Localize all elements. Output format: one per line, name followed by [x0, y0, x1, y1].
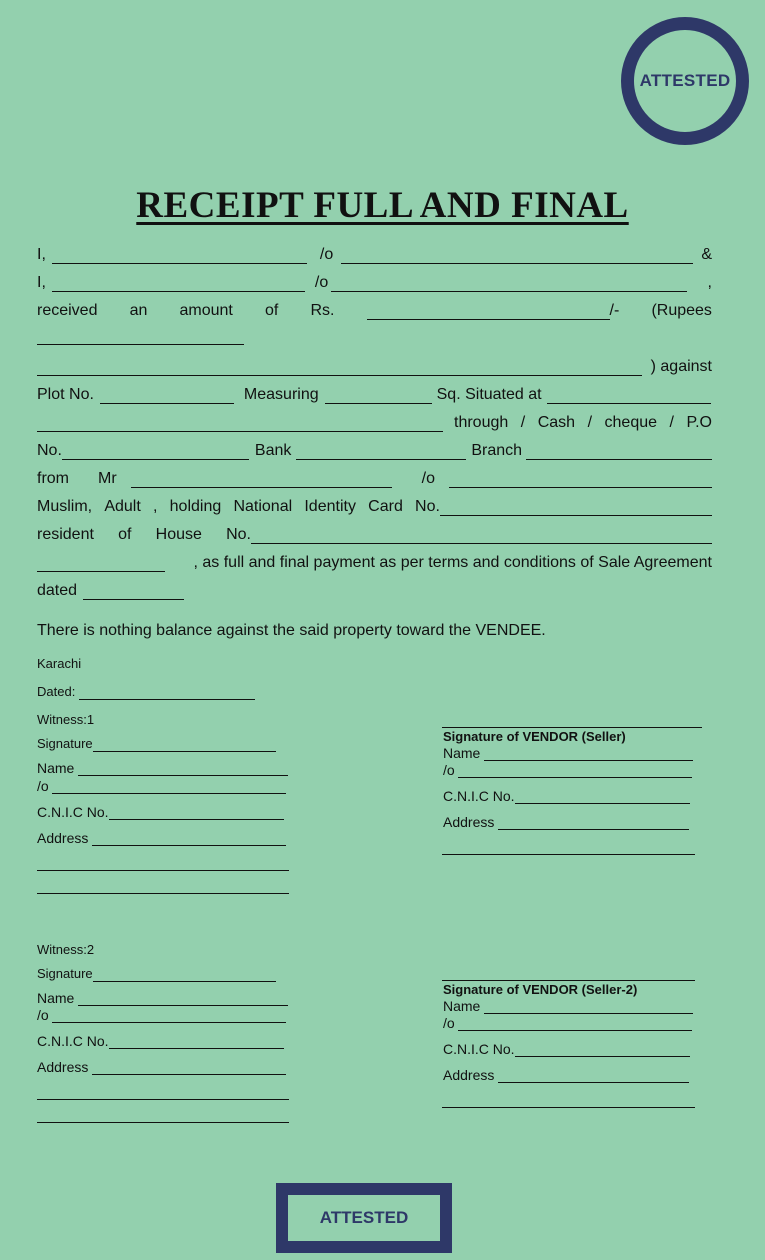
label: Name — [443, 745, 481, 761]
word: an — [129, 302, 148, 319]
label: Address — [37, 830, 89, 846]
word: cheque — [604, 414, 658, 431]
heading-text: Signature of VENDOR (Seller) — [443, 729, 626, 744]
heading-text: Witness:1 — [37, 712, 95, 727]
blank-cnic[interactable] — [109, 805, 284, 820]
blank-agreement-date[interactable] — [83, 585, 184, 600]
blank-address[interactable] — [498, 1068, 689, 1083]
cnic-group — [415, 498, 712, 516]
blank-house-no[interactable] — [251, 529, 712, 544]
witness-1-name — [37, 760, 288, 776]
blank-po-no[interactable] — [62, 445, 249, 460]
word: Plot No. — [37, 386, 94, 403]
label-i: I, — [37, 274, 46, 291]
witness-2-address — [37, 1059, 286, 1075]
line-8 — [37, 442, 712, 460]
witness-1-address-line-3[interactable] — [37, 879, 289, 894]
label: Address — [443, 1067, 495, 1083]
dated-label: Dated: — [37, 684, 76, 699]
witness-2-address-line-2[interactable] — [37, 1085, 289, 1100]
word: holding — [169, 498, 222, 515]
word: , as full and final payment as per terms and conditions of Sale Agreement — [193, 554, 712, 571]
word: of — [118, 526, 132, 543]
word: Adult — [104, 498, 141, 515]
blank-signature[interactable] — [93, 968, 276, 982]
line-11 — [37, 526, 712, 544]
vendor-1-cnic — [443, 788, 690, 804]
word: P.O — [686, 414, 712, 431]
line-13 — [37, 582, 712, 600]
label: C.N.I.C No. — [443, 1041, 515, 1057]
word: received — [37, 302, 98, 319]
blank-branch[interactable] — [526, 445, 712, 460]
vendor-1-signature-line[interactable] — [442, 713, 702, 728]
title-text: RECEIPT FULL AND FINAL — [136, 185, 629, 226]
blank-plot-no[interactable] — [100, 389, 234, 404]
vendor-1-name — [443, 745, 693, 761]
stamp-text: ATTESTED — [639, 71, 731, 90]
word: , — [152, 498, 158, 515]
blank-rupees-words-2[interactable] — [37, 361, 642, 376]
label-ampersand: & — [701, 246, 712, 263]
word: /- — [609, 302, 620, 319]
blank-so[interactable] — [52, 1008, 286, 1023]
word: amount — [179, 302, 233, 319]
blank-father-2[interactable] — [331, 277, 687, 292]
witness-1-address — [37, 830, 286, 846]
witness-2-so — [37, 1007, 286, 1023]
label: /o — [37, 778, 49, 794]
line-10 — [37, 498, 712, 516]
label: /o — [443, 1015, 455, 1031]
blank-name[interactable] — [78, 991, 288, 1006]
vendor-1-so — [443, 762, 692, 778]
word: Branch — [471, 442, 523, 459]
blank-name-1[interactable] — [52, 249, 307, 264]
line-2 — [37, 274, 712, 292]
word: Muslim, — [37, 498, 93, 515]
line-5 — [37, 358, 712, 376]
blank-house-cont[interactable] — [37, 557, 165, 572]
line-3 — [37, 302, 712, 320]
word: Card — [368, 498, 403, 515]
label: /o — [37, 1007, 49, 1023]
witness-2-heading — [37, 942, 94, 958]
label-comma: , — [707, 274, 712, 291]
label: Signature — [37, 736, 93, 751]
witness-2-address-line-3[interactable] — [37, 1108, 289, 1123]
witness-1-heading — [37, 712, 94, 728]
line-4 — [37, 330, 712, 345]
blank-address[interactable] — [498, 815, 689, 830]
word: Measuring — [243, 386, 319, 403]
word: No. — [37, 442, 62, 459]
place-text: Karachi — [37, 656, 82, 671]
vendor-1-heading — [443, 729, 626, 745]
word: Mr — [98, 470, 117, 487]
witness-1-address-line-2[interactable] — [37, 856, 289, 871]
blank-address[interactable] — [92, 831, 286, 846]
label: /o — [443, 762, 455, 778]
vendor-2-heading — [443, 982, 637, 998]
blank-signature[interactable] — [93, 738, 276, 752]
blank-name[interactable] — [484, 746, 693, 761]
label: Address — [443, 814, 495, 830]
blank-so[interactable] — [458, 763, 692, 778]
vendor-2-signature-line[interactable] — [442, 966, 695, 981]
label: C.N.I.C No. — [443, 788, 515, 804]
payment-method — [454, 414, 712, 432]
label: C.N.I.C No. — [37, 1033, 109, 1049]
balance-statement — [37, 622, 712, 640]
word: No. — [226, 526, 251, 543]
label-so: /o — [314, 274, 329, 291]
blank-rupees-words-1[interactable] — [37, 330, 244, 345]
vendor-2-address-line-2[interactable] — [442, 1093, 695, 1108]
attested-round-stamp — [621, 17, 749, 145]
label: Name — [37, 990, 75, 1006]
blank-name[interactable] — [484, 999, 693, 1014]
witness-1-cnic — [37, 804, 284, 820]
blank-name[interactable] — [78, 761, 288, 776]
vendor-1-address — [443, 814, 689, 830]
word: through — [454, 414, 509, 431]
blank-cnic[interactable] — [515, 1042, 690, 1057]
blank-cnic[interactable] — [515, 789, 690, 804]
blank-amount[interactable] — [367, 305, 610, 320]
stamp-text: ATTESTED — [319, 1208, 409, 1227]
line-1 — [37, 246, 712, 264]
witness-2-cnic — [37, 1033, 284, 1049]
label-i: I, — [37, 246, 46, 263]
blank-bank[interactable] — [296, 445, 466, 460]
blank-address[interactable] — [37, 417, 443, 432]
line-12 — [37, 554, 712, 572]
word: ) against — [650, 358, 712, 375]
word: Rs. — [310, 302, 335, 319]
word: House — [155, 526, 202, 543]
word: from — [37, 470, 69, 487]
place — [37, 656, 81, 672]
word: /o — [421, 470, 435, 487]
vendor-2-cnic — [443, 1041, 690, 1057]
word: / — [520, 414, 526, 431]
word: Bank — [254, 442, 292, 459]
vendor-2-name — [443, 998, 693, 1014]
label: Address — [37, 1059, 89, 1075]
heading-text: Witness:2 — [37, 942, 95, 957]
word: / — [669, 414, 674, 431]
balance-text: There is nothing balance against the said property toward the VENDEE. — [37, 622, 546, 639]
word: Sq. Situated at — [436, 386, 542, 403]
blank-so[interactable] — [458, 1016, 692, 1031]
blank-cnic[interactable] — [109, 1034, 284, 1049]
dated-row — [37, 684, 255, 700]
label: C.N.I.C No. — [37, 804, 109, 820]
line-6 — [37, 386, 712, 404]
vendor-1-address-line-2[interactable] — [442, 840, 695, 855]
heading-text: Signature of VENDOR (Seller-2) — [443, 982, 638, 997]
line-7 — [37, 414, 712, 432]
witness-1-signature — [37, 736, 276, 752]
blank-so[interactable] — [52, 779, 286, 794]
witness-2-name — [37, 990, 288, 1006]
line-9 — [37, 470, 712, 488]
word: Cash — [537, 414, 576, 431]
witness-1-so — [37, 778, 286, 794]
blank-measuring[interactable] — [325, 389, 432, 404]
blank-mr-father[interactable] — [449, 473, 712, 488]
word: No. — [415, 498, 440, 515]
blank-dated[interactable] — [79, 686, 255, 700]
word: resident — [37, 526, 94, 543]
attested-box-stamp — [276, 1183, 452, 1253]
word: National — [233, 498, 293, 515]
vendor-2-address — [443, 1067, 689, 1083]
vendor-2-so — [443, 1015, 692, 1031]
word: dated — [37, 582, 78, 599]
amount-group — [367, 302, 620, 320]
word: / — [587, 414, 593, 431]
blank-father-1[interactable] — [341, 249, 693, 264]
blank-name-2[interactable] — [52, 277, 305, 292]
label: Signature — [37, 966, 93, 981]
house-group — [226, 526, 712, 544]
blank-address[interactable] — [92, 1060, 286, 1075]
word: (Rupees — [651, 302, 712, 319]
witness-2-signature — [37, 966, 276, 982]
word: Identity — [304, 498, 356, 515]
label: Name — [37, 760, 75, 776]
word: of — [264, 302, 279, 319]
label-so: /o — [319, 246, 334, 263]
document-title — [0, 184, 765, 227]
label: Name — [443, 998, 481, 1014]
blank-mr[interactable] — [131, 473, 392, 488]
blank-cnic[interactable] — [440, 501, 712, 516]
blank-situated[interactable] — [547, 389, 711, 404]
